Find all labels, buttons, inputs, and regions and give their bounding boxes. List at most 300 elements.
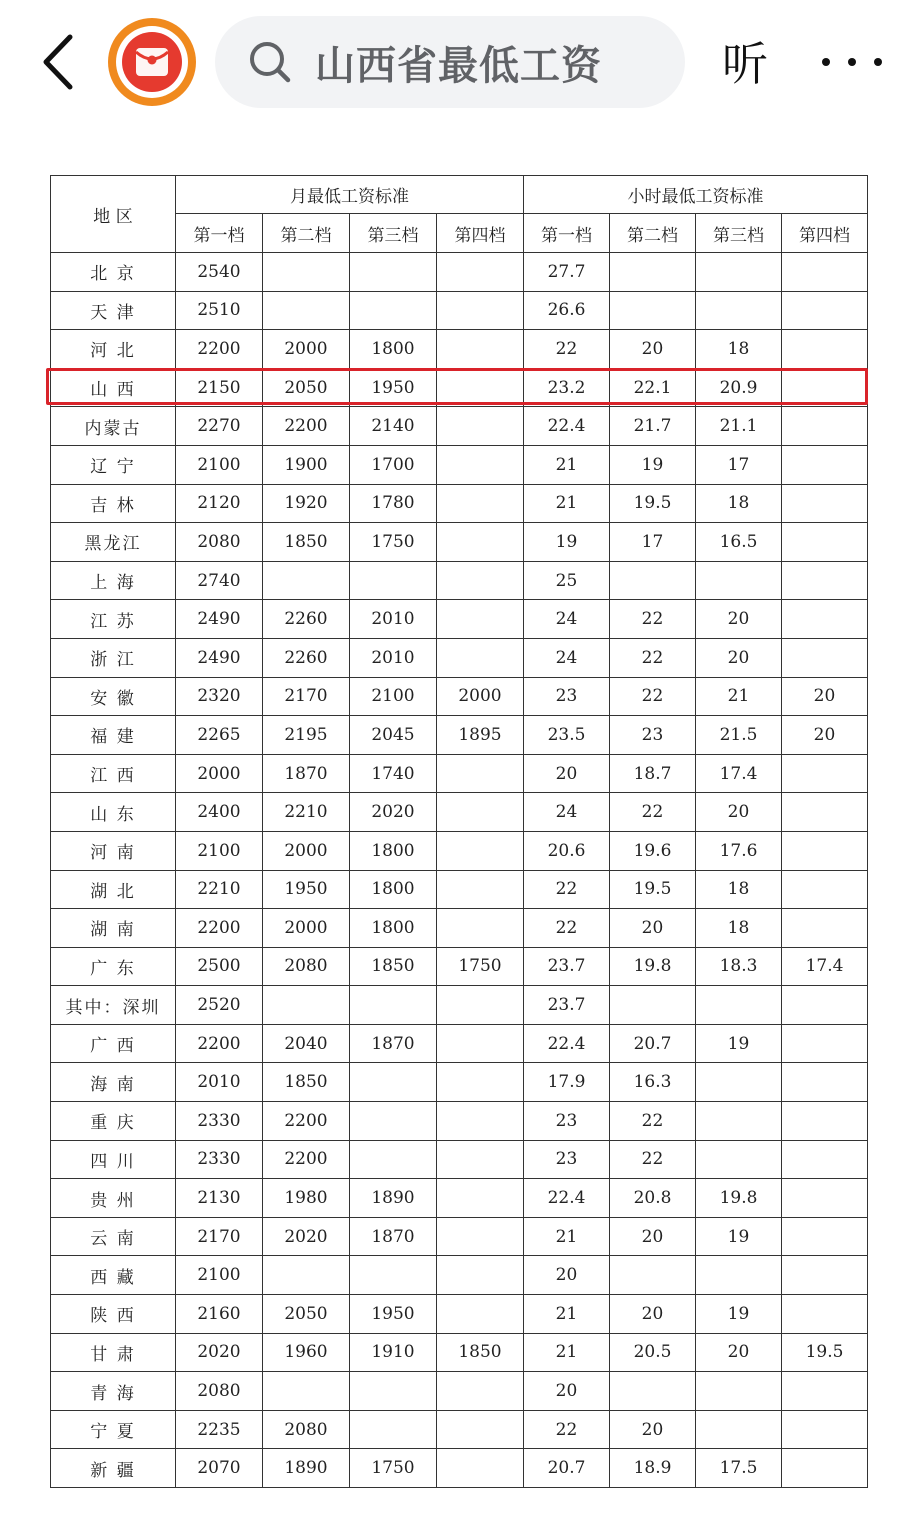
region-cell: 安 徽	[51, 677, 176, 716]
table-row	[51, 291, 868, 330]
hourly-wage-cell: 21	[524, 484, 610, 523]
hourly-wage-cell: 20	[524, 1256, 610, 1295]
monthly-wage-cell: 2740	[176, 561, 263, 600]
app-avatar[interactable]	[108, 18, 196, 106]
monthly-wage-cell: 1750	[350, 523, 437, 562]
hourly-wage-cell	[610, 1256, 696, 1295]
hourly-wage-cell: 19	[696, 1295, 782, 1334]
region-cell: 山 东	[51, 793, 176, 832]
monthly-wage-cell: 1800	[350, 870, 437, 909]
hourly-wage-cell: 19	[610, 445, 696, 484]
monthly-wage-cell: 2200	[176, 1024, 263, 1063]
more-options-button[interactable]	[822, 40, 882, 84]
monthly-wage-cell: 2260	[263, 600, 350, 639]
monthly-wage-cell: 1950	[350, 368, 437, 407]
region-cell: 云 南	[51, 1217, 176, 1256]
hourly-wage-cell: 19.8	[610, 947, 696, 986]
monthly-wage-cell: 2160	[176, 1295, 263, 1334]
hourly-wage-cell: 27.7	[524, 253, 610, 292]
hourly-wage-cell	[696, 1102, 782, 1141]
hourly-wage-cell	[782, 484, 868, 523]
table-row	[51, 523, 868, 562]
hourly-wage-cell: 18	[696, 870, 782, 909]
table-row	[51, 1024, 868, 1063]
hourly-wage-cell: 21	[696, 677, 782, 716]
monthly-wage-cell	[350, 561, 437, 600]
region-cell: 上 海	[51, 561, 176, 600]
hourly-wage-cell: 19.5	[610, 484, 696, 523]
hourly-wage-cell: 24	[524, 600, 610, 639]
region-cell: 四 川	[51, 1140, 176, 1179]
monthly-wage-cell	[350, 1410, 437, 1449]
hourly-wage-cell: 23.2	[524, 368, 610, 407]
hourly-wage-cell	[782, 291, 868, 330]
table-row	[51, 986, 868, 1025]
search-bar[interactable]	[215, 16, 685, 108]
hourly-wage-cell	[696, 1063, 782, 1102]
hourly-wage-cell: 16.3	[610, 1063, 696, 1102]
hourly-wage-cell	[696, 1372, 782, 1411]
monthly-wage-cell: 1870	[263, 754, 350, 793]
search-icon	[247, 39, 293, 85]
hourly-wage-cell: 20	[610, 1410, 696, 1449]
monthly-wage-cell: 2000	[437, 677, 524, 716]
hourly-wage-cell: 20.8	[610, 1179, 696, 1218]
monthly-wage-cell: 2010	[350, 600, 437, 639]
hourly-wage-cell: 20	[610, 1217, 696, 1256]
monthly-wage-cell	[437, 445, 524, 484]
monthly-wage-cell: 2140	[350, 407, 437, 446]
table-row	[51, 1333, 868, 1372]
hourly-wage-cell	[782, 831, 868, 870]
monthly-wage-cell: 2130	[176, 1179, 263, 1218]
hourly-wage-cell	[782, 638, 868, 677]
table-row	[51, 1179, 868, 1218]
hourly-wage-cell: 18	[696, 484, 782, 523]
table-row	[51, 484, 868, 523]
monthly-wage-cell: 1910	[350, 1333, 437, 1372]
monthly-wage-cell: 1870	[350, 1024, 437, 1063]
hourly-wage-cell: 21.5	[696, 716, 782, 755]
region-cell: 浙 江	[51, 638, 176, 677]
hourly-wage-cell	[696, 986, 782, 1025]
hourly-wage-cell	[782, 793, 868, 832]
table-row	[51, 445, 868, 484]
monthly-wage-cell: 2100	[176, 831, 263, 870]
monthly-wage-cell: 2510	[176, 291, 263, 330]
hourly-wage-cell: 26.6	[524, 291, 610, 330]
hourly-tier-2-header: 第二档	[610, 214, 696, 253]
hourly-wage-cell: 19.6	[610, 831, 696, 870]
hourly-wage-cell: 20	[524, 754, 610, 793]
table-row	[51, 1449, 868, 1488]
hourly-wage-cell	[782, 754, 868, 793]
hourly-wage-cell	[782, 1063, 868, 1102]
monthly-wage-cell	[350, 253, 437, 292]
monthly-wage-cell: 2200	[176, 330, 263, 369]
table-row	[51, 677, 868, 716]
monthly-wage-cell	[437, 1140, 524, 1179]
hourly-wage-cell	[782, 1256, 868, 1295]
monthly-wage-cell: 2020	[350, 793, 437, 832]
hourly-wage-cell: 22	[610, 638, 696, 677]
hourly-wage-cell: 20.7	[524, 1449, 610, 1488]
monthly-wage-cell	[263, 253, 350, 292]
monthly-wage-cell: 2520	[176, 986, 263, 1025]
hourly-wage-cell: 17.4	[696, 754, 782, 793]
monthly-wage-cell: 1800	[350, 831, 437, 870]
hourly-wage-cell: 22.4	[524, 1179, 610, 1218]
monthly-tier-1-header: 第一档	[176, 214, 263, 253]
chevron-left-icon	[40, 33, 76, 91]
monthly-wage-cell	[263, 986, 350, 1025]
hourly-wage-cell: 18	[696, 909, 782, 948]
monthly-tier-3-header: 第三档	[350, 214, 437, 253]
monthly-wage-cell: 1750	[437, 947, 524, 986]
hourly-wage-cell: 20	[696, 638, 782, 677]
region-cell: 辽 宁	[51, 445, 176, 484]
region-cell: 福 建	[51, 716, 176, 755]
monthly-wage-cell: 2045	[350, 716, 437, 755]
hourly-wage-cell	[782, 407, 868, 446]
monthly-wage-cell: 2120	[176, 484, 263, 523]
monthly-wage-cell	[437, 1179, 524, 1218]
monthly-wage-cell: 1870	[350, 1217, 437, 1256]
hourly-wage-cell: 20.6	[524, 831, 610, 870]
hourly-wage-cell	[610, 986, 696, 1025]
hourly-wage-cell: 19	[696, 1217, 782, 1256]
monthly-wage-cell: 2270	[176, 407, 263, 446]
region-cell: 甘 肃	[51, 1333, 176, 1372]
hourly-wage-cell: 22	[610, 600, 696, 639]
monthly-wage-cell: 1850	[350, 947, 437, 986]
monthly-wage-cell	[350, 1063, 437, 1102]
hourly-wage-cell	[696, 561, 782, 600]
minimum-wage-table	[50, 175, 868, 1488]
hourly-wage-cell	[782, 1102, 868, 1141]
hourly-wage-cell: 20	[782, 716, 868, 755]
hourly-wage-cell: 22.4	[524, 407, 610, 446]
monthly-wage-cell	[437, 1256, 524, 1295]
hourly-wage-cell: 20	[524, 1372, 610, 1411]
hourly-wage-cell: 20	[696, 1333, 782, 1372]
hourly-wage-cell	[782, 909, 868, 948]
monthly-wage-cell	[437, 291, 524, 330]
monthly-wage-cell: 1780	[350, 484, 437, 523]
monthly-wage-cell: 2490	[176, 638, 263, 677]
hourly-wage-cell	[782, 368, 868, 407]
monthly-wage-cell	[437, 368, 524, 407]
monthly-wage-cell	[437, 754, 524, 793]
table-row	[51, 1217, 868, 1256]
hourly-wage-cell: 22	[524, 870, 610, 909]
table-row	[51, 1256, 868, 1295]
monthly-wage-cell: 2100	[176, 445, 263, 484]
hourly-tier-3-header: 第三档	[696, 214, 782, 253]
monthly-wage-cell	[350, 1140, 437, 1179]
monthly-wage-cell: 2080	[263, 947, 350, 986]
hourly-wage-cell: 22	[610, 677, 696, 716]
hourly-wage-cell: 24	[524, 793, 610, 832]
monthly-wage-cell: 2050	[263, 1295, 350, 1334]
monthly-wage-cell	[437, 870, 524, 909]
region-cell: 西 藏	[51, 1256, 176, 1295]
hourly-wage-cell	[610, 291, 696, 330]
region-cell: 内蒙古	[51, 407, 176, 446]
table-row	[51, 1410, 868, 1449]
region-cell: 湖 南	[51, 909, 176, 948]
hourly-tier-1-header: 第一档	[524, 214, 610, 253]
hourly-wage-cell: 19	[524, 523, 610, 562]
monthly-wage-cell: 2330	[176, 1140, 263, 1179]
hourly-wage-cell	[782, 600, 868, 639]
hourly-wage-cell: 17.5	[696, 1449, 782, 1488]
region-cell: 海 南	[51, 1063, 176, 1102]
table-row	[51, 1140, 868, 1179]
monthly-wage-cell	[437, 600, 524, 639]
region-cell: 广 东	[51, 947, 176, 986]
hourly-wage-cell: 23	[524, 1102, 610, 1141]
monthly-wage-cell: 1950	[350, 1295, 437, 1334]
hourly-wage-cell	[782, 1217, 868, 1256]
monthly-wage-cell: 2170	[263, 677, 350, 716]
region-cell: 江 西	[51, 754, 176, 793]
hourly-wage-cell: 22	[524, 909, 610, 948]
hourly-wage-cell	[782, 1372, 868, 1411]
monthly-wage-cell	[437, 407, 524, 446]
hourly-wage-cell: 22	[524, 330, 610, 369]
monthly-wage-cell	[437, 1102, 524, 1141]
monthly-wage-cell: 2210	[263, 793, 350, 832]
monthly-header: 月最低工资标准	[176, 176, 524, 214]
hourly-wage-cell: 22	[610, 793, 696, 832]
region-header: 地 区	[51, 176, 176, 253]
monthly-wage-cell	[437, 561, 524, 600]
region-cell: 宁 夏	[51, 1410, 176, 1449]
hourly-wage-cell: 23	[610, 716, 696, 755]
hourly-wage-cell: 21.1	[696, 407, 782, 446]
monthly-wage-cell: 1850	[263, 523, 350, 562]
hourly-wage-cell: 17	[610, 523, 696, 562]
hourly-wage-cell	[782, 1179, 868, 1218]
monthly-wage-cell	[437, 523, 524, 562]
monthly-wage-cell: 2100	[350, 677, 437, 716]
table-row	[51, 716, 868, 755]
hourly-wage-cell	[782, 330, 868, 369]
table-row	[51, 1372, 868, 1411]
hourly-wage-cell: 17.9	[524, 1063, 610, 1102]
hourly-wage-cell	[610, 253, 696, 292]
monthly-wage-cell	[437, 1295, 524, 1334]
region-cell: 黑龙江	[51, 523, 176, 562]
region-cell: 湖 北	[51, 870, 176, 909]
monthly-wage-cell	[263, 1256, 350, 1295]
hourly-wage-cell: 20	[782, 677, 868, 716]
monthly-wage-cell: 1700	[350, 445, 437, 484]
monthly-wage-cell: 2150	[176, 368, 263, 407]
hourly-wage-cell	[610, 1372, 696, 1411]
monthly-wage-cell	[437, 1372, 524, 1411]
monthly-wage-cell: 2000	[263, 831, 350, 870]
back-button[interactable]	[30, 30, 86, 94]
monthly-wage-cell: 2010	[350, 638, 437, 677]
monthly-wage-cell	[263, 291, 350, 330]
monthly-wage-cell	[437, 484, 524, 523]
region-cell: 吉 林	[51, 484, 176, 523]
top-bar	[0, 0, 922, 130]
hourly-wage-cell: 21.7	[610, 407, 696, 446]
monthly-wage-cell: 2020	[176, 1333, 263, 1372]
monthly-wage-cell	[437, 1217, 524, 1256]
table-row	[51, 407, 868, 446]
region-cell: 贵 州	[51, 1179, 176, 1218]
hourly-wage-cell: 21	[524, 1333, 610, 1372]
monthly-wage-cell: 2210	[176, 870, 263, 909]
hourly-wage-cell: 22	[524, 1410, 610, 1449]
region-cell: 新 疆	[51, 1449, 176, 1488]
monthly-wage-cell: 2200	[263, 407, 350, 446]
monthly-wage-cell	[437, 793, 524, 832]
monthly-wage-cell	[350, 986, 437, 1025]
monthly-wage-cell: 2080	[176, 523, 263, 562]
table-row	[51, 330, 868, 369]
hourly-wage-cell: 25	[524, 561, 610, 600]
listen-button[interactable]: 听	[722, 37, 768, 91]
hourly-wage-cell: 20	[610, 909, 696, 948]
monthly-wage-cell: 2400	[176, 793, 263, 832]
region-cell: 河 南	[51, 831, 176, 870]
hourly-wage-cell	[782, 1140, 868, 1179]
hourly-wage-cell: 17	[696, 445, 782, 484]
hourly-wage-cell: 20.5	[610, 1333, 696, 1372]
monthly-wage-cell	[437, 253, 524, 292]
monthly-wage-cell: 2260	[263, 638, 350, 677]
hourly-wage-cell: 21	[524, 445, 610, 484]
monthly-wage-cell: 2500	[176, 947, 263, 986]
hourly-wage-cell	[782, 1410, 868, 1449]
hourly-wage-cell: 22	[610, 1102, 696, 1141]
hourly-wage-cell	[696, 1140, 782, 1179]
hourly-wage-cell	[782, 870, 868, 909]
monthly-tier-2-header: 第二档	[263, 214, 350, 253]
hourly-wage-cell: 19.5	[782, 1333, 868, 1372]
region-cell: 其中：深圳	[51, 986, 176, 1025]
table-row	[51, 1102, 868, 1141]
monthly-wage-cell: 1950	[263, 870, 350, 909]
monthly-wage-cell: 2010	[176, 1063, 263, 1102]
table-row	[51, 1063, 868, 1102]
hourly-wage-cell	[696, 1256, 782, 1295]
hourly-wage-cell	[696, 253, 782, 292]
table-row	[51, 831, 868, 870]
hourly-wage-cell: 24	[524, 638, 610, 677]
monthly-wage-cell: 2200	[263, 1102, 350, 1141]
monthly-wage-cell: 2235	[176, 1410, 263, 1449]
hourly-wage-cell: 18	[696, 330, 782, 369]
hourly-wage-cell: 20	[610, 330, 696, 369]
region-cell: 北 京	[51, 253, 176, 292]
monthly-wage-cell: 2000	[176, 754, 263, 793]
monthly-wage-cell: 2050	[263, 368, 350, 407]
hourly-wage-cell: 17.6	[696, 831, 782, 870]
hourly-wage-cell: 19	[696, 1024, 782, 1063]
hourly-wage-cell	[610, 561, 696, 600]
table-body	[51, 253, 868, 1488]
monthly-wage-cell: 2070	[176, 1449, 263, 1488]
table-row	[51, 638, 868, 677]
table-row	[51, 600, 868, 639]
table-row	[51, 909, 868, 948]
monthly-wage-cell: 2000	[263, 330, 350, 369]
monthly-wage-cell: 1800	[350, 909, 437, 948]
search-query-text: 山西省最低工资	[315, 42, 602, 89]
region-cell: 重 庆	[51, 1102, 176, 1141]
monthly-wage-cell: 1890	[263, 1449, 350, 1488]
hourly-wage-cell	[782, 561, 868, 600]
region-cell: 江 苏	[51, 600, 176, 639]
region-cell: 天 津	[51, 291, 176, 330]
monthly-wage-cell: 2195	[263, 716, 350, 755]
monthly-wage-cell: 2330	[176, 1102, 263, 1141]
monthly-wage-cell: 2080	[263, 1410, 350, 1449]
monthly-wage-cell: 2490	[176, 600, 263, 639]
table-row	[51, 1295, 868, 1334]
monthly-wage-cell	[437, 986, 524, 1025]
hourly-wage-cell: 23	[524, 677, 610, 716]
hourly-wage-cell: 22.1	[610, 368, 696, 407]
monthly-wage-cell	[350, 1372, 437, 1411]
hourly-wage-cell: 22.4	[524, 1024, 610, 1063]
monthly-wage-cell: 2200	[263, 1140, 350, 1179]
monthly-tier-4-header: 第四档	[437, 214, 524, 253]
hourly-wage-cell	[696, 1410, 782, 1449]
hourly-wage-cell: 18.7	[610, 754, 696, 793]
region-cell: 河 北	[51, 330, 176, 369]
monthly-wage-cell: 2020	[263, 1217, 350, 1256]
region-cell: 广 西	[51, 1024, 176, 1063]
hourly-wage-cell: 19.8	[696, 1179, 782, 1218]
monthly-wage-cell: 2320	[176, 677, 263, 716]
monthly-wage-cell: 1980	[263, 1179, 350, 1218]
table-row	[51, 793, 868, 832]
monthly-wage-cell: 1800	[350, 330, 437, 369]
table-row	[51, 754, 868, 793]
hourly-wage-cell	[782, 1024, 868, 1063]
table-row	[51, 368, 868, 407]
hourly-wage-cell	[782, 1295, 868, 1334]
region-cell: 青 海	[51, 1372, 176, 1411]
monthly-wage-cell: 1850	[437, 1333, 524, 1372]
hourly-wage-cell: 18.3	[696, 947, 782, 986]
monthly-wage-cell: 2265	[176, 716, 263, 755]
hourly-wage-cell: 20	[610, 1295, 696, 1334]
monthly-wage-cell	[350, 291, 437, 330]
hourly-wage-cell: 23.5	[524, 716, 610, 755]
more-horizontal-icon	[822, 58, 830, 66]
monthly-wage-cell	[437, 831, 524, 870]
hourly-header: 小时最低工资标准	[524, 176, 868, 214]
hourly-wage-cell	[696, 291, 782, 330]
hourly-wage-cell: 23.7	[524, 947, 610, 986]
monthly-wage-cell	[437, 1449, 524, 1488]
monthly-wage-cell: 1890	[350, 1179, 437, 1218]
monthly-wage-cell	[437, 638, 524, 677]
hourly-wage-cell	[782, 523, 868, 562]
hourly-wage-cell: 16.5	[696, 523, 782, 562]
hourly-wage-cell: 23	[524, 1140, 610, 1179]
monthly-wage-cell: 2170	[176, 1217, 263, 1256]
table-row	[51, 561, 868, 600]
